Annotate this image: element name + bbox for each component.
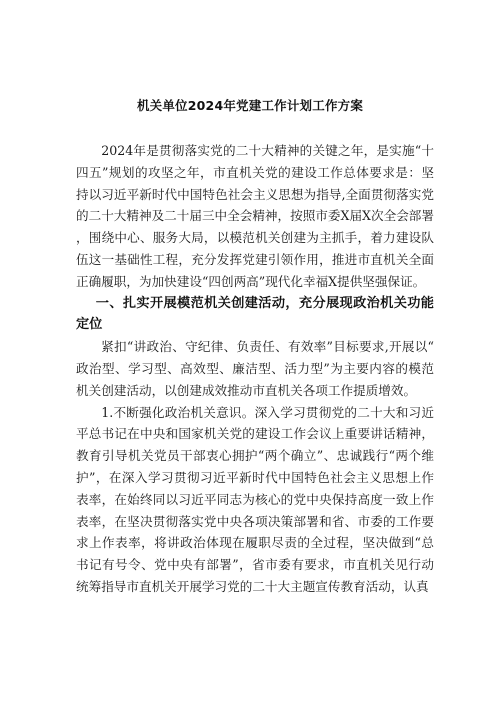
section-heading-1: 一、扎实开展模范机关创建活动，充分展现政治机关功能定位	[76, 295, 434, 333]
document-body	[76, 140, 434, 598]
section-1-paragraph: 紧扣“讲政治、守纪律、负责任、有效率”目标要求,开展以“政治型、学习型、高效型、廉洁型、活力型”为主要内容的模范机关创建活动，以创建成效推动市直机关各项工作提质增效。	[76, 339, 434, 398]
intro-paragraph: 2024年是贯彻落实党的二十大精神的关键之年，是实施“十四五”规划的攻坚之年，市直机关党的建设工作总体要求是：坚持以习近平新时代中国特色社会主义思想为指导,全面贯彻落实党的二十大精神及二十届三中全会精神，按照市委X届X次全会部署，围绕中心、服务大局，以模范机关创建为主抓手，着力建设队伍这一基础性工程，充分发挥党建引领作用，推进市直机关全面正确履职，为加快建设“四创两高”现代化幸福X提供坚强保证。	[76, 143, 434, 289]
document-title: 机关单位2024年党建工作计划工作方案	[136, 98, 364, 113]
item-1-paragraph: 1.不断强化政治机关意识。深入学习贯彻党的二十大和习近平总书记在中央和国家机关党的建设工作会议上重要讲话精神，教育引导机关党员干部衷心拥护“两个确立”、忠诚践行“两个维护”，在深入学习贯彻习近平新时代中国特色社会主义思想上作表率，在始终同以习近平同志为核心的党中央保持高度一致上作表率，在坚决贯彻落实党中央各项决策部署和省、市委的工作要求上作表率，将讲政治体现在履职尽责的全过程，坚决做到“总书记有号令、党中央有部署”，省市委有要求，市直机关见行动统筹指导市直机关开展学习党的二十大主题宣传教育活动，认真	[76, 404, 434, 594]
